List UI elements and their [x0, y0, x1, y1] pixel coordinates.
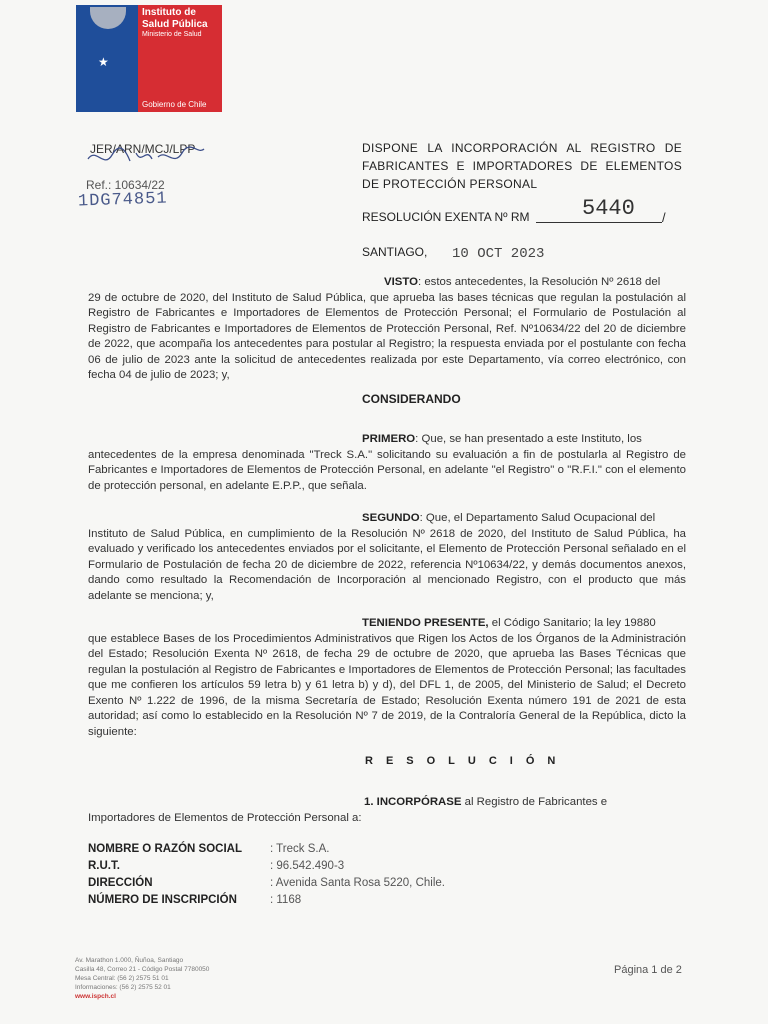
visto-paragraph — [88, 275, 686, 384]
resolution-underline — [536, 222, 662, 223]
teniendo-line1: el Código Sanitario; la ley 19880 — [488, 617, 656, 629]
row-value: : 96.542.490-3 — [270, 860, 345, 872]
resolucion-heading: RESOLUCIÓN — [365, 755, 569, 767]
segundo-line1: : Que, el Departamento Salud Ocupacional del — [419, 512, 656, 524]
teniendo-text: que establece Bases de los Procedimientos Administrativos que Rigen los Actos de los Órganos de la Administración del Estado; Resolución Exenta Nº 2618, de fecha 29 de octubre de 2020, que aprueba las Bases Técnicas que regulan la postulación al Registro de Fabricantes e Importadores de Elementos de Protección Personal; las facultades que me confieren los artículos 59 letra b) y 61 letra b) y d), del DFL 1, de 2005, del Ministerio de Salud; el Decreto Exento Nº 1.222 de 1996, de la misma Secretaría de Estado; Resolución Exenta número 191 de 2021 de esta autoridad; así como lo establecido en la Resolución Nº 7 de 2019, de la Contraloría General de la República, dicto la siguiente: — [88, 632, 686, 738]
handwritten-number: 1DG74851 — [77, 189, 168, 212]
row-value: : 1168 — [270, 894, 302, 906]
row-key: DIRECCIÓN — [88, 877, 153, 889]
considerando-heading: CONSIDERANDO — [362, 392, 461, 406]
primero-lead: PRIMERO — [362, 433, 416, 445]
footer-mailbox: Casilla 48, Correo 21 - Código Postal 7780050 — [75, 966, 210, 973]
teniendo-paragraph — [88, 616, 686, 740]
resolution-number: 5440 — [582, 196, 635, 221]
item1-line1: al Registro de Fabricantes e — [461, 796, 608, 808]
star-icon: ★ — [98, 55, 109, 69]
item1-text: Importadores de Elementos de Protección Personal a: — [88, 811, 362, 824]
row-value: : Treck S.A. — [270, 843, 330, 855]
footer-website[interactable]: www.ispch.cl — [75, 993, 116, 1000]
row-key: NÚMERO DE INSCRIPCIÓN — [88, 894, 237, 906]
resolution-label: RESOLUCIÓN EXENTA Nº RM — [362, 210, 530, 224]
table-row — [88, 877, 688, 893]
footer-phone: Mesa Central: (56 2) 2575 51 01 — [75, 975, 169, 982]
reference-number: Ref.: 10634/22 — [86, 178, 165, 192]
primero-text: antecedentes de la empresa denominada "Treck S.A." solicitando su evaluación a fin de postularla al Registro de Fabricantes e Importadores de Elementos de Protección Personal, en adelante "el Registro" o "R.F.I." con el elemento de protección personal, en adelante E.P.P., que señala. — [88, 448, 686, 492]
visto-text: 29 de octubre de 2020, del Instituto de Salud Pública, que aprueba las bases técnicas que regulan la postulación al Registro de Fabricantes e Importadores de Elementos de Protección Personal; el Formulario de Postulación al Registro de Fabricantes e Importadores de Elementos de Protección Personal, Ref. Nº10634/22 del 20 de diciembre de 2022, que acompaña los antecedentes para postular al Registro; la respuesta enviada por el postulante con fecha 06 de julio de 2023 ante la solicitud de antecedentes realizada por este Departamento, vía correo electrónico, con fecha 04 de julio de 2023; y, — [88, 291, 686, 381]
primero-paragraph — [88, 432, 686, 494]
table-row — [88, 843, 688, 859]
segundo-text: Instituto de Salud Pública, en cumplimiento de la Resolución Nº 2618 de 2020, del Instituto de Salud Pública, ha evaluado y verificado los antecedentes enviados por el solicitante, el Elemento de Protección Personal señalado en el Formulario de Postulación de fecha 20 de diciembre de 2022, referencia Nº10634/22, y demás documentos anexos, dando como resultado la Recomendación de Incorporación al mencionado Registro, con el producto que más adelante se menciona; y, — [88, 527, 686, 602]
row-key: R.U.T. — [88, 860, 120, 872]
table-row — [88, 860, 688, 876]
resolution-slash: / — [662, 210, 666, 225]
logo-line1: Instituto de — [142, 7, 196, 18]
logo-line3: Ministerio de Salud — [142, 31, 202, 38]
segundo-paragraph — [88, 511, 686, 604]
footer-contact — [75, 956, 209, 1001]
date-stamp: 10 OCT 2023 — [452, 246, 545, 262]
document-title: DISPONE LA INCORPORACIÓN AL REGISTRO DE FABRICANTES E IMPORTADORES DE ELEMENTOS DE PROTECCIÓN PERSONAL — [362, 141, 682, 191]
row-key: NOMBRE O RAZÓN SOCIAL — [88, 843, 242, 855]
logo-line2: Salud Pública — [142, 19, 208, 30]
city-label: SANTIAGO, — [362, 245, 428, 259]
footer-info-phone: Informaciones: (56 2) 2575 52 01 — [75, 984, 171, 991]
logo-bottom: Gobierno de Chile — [142, 100, 207, 109]
initials-signature — [86, 143, 206, 173]
segundo-lead: SEGUNDO — [362, 512, 420, 524]
visto-lead: VISTO — [384, 276, 418, 288]
primero-line1: : Que, se han presentado a este Instituto, los — [415, 433, 642, 445]
page-number: Página 1 de 2 — [614, 964, 682, 976]
teniendo-lead: TENIENDO PRESENTE, — [362, 617, 489, 629]
item1-lead: 1. INCORPÓRASE — [364, 796, 462, 808]
footer-address: Av. Marathon 1.000, Ñuñoa, Santiago — [75, 957, 184, 964]
item1-paragraph — [88, 795, 686, 826]
reference-code: JER/ARN/MCJ/LPP — [90, 142, 196, 156]
institute-logo — [76, 5, 222, 112]
visto-line1: : estos antecedentes, la Resolución Nº 2618 del — [417, 276, 661, 288]
table-row — [88, 894, 688, 910]
row-value: : Avenida Santa Rosa 5220, Chile. — [270, 877, 445, 889]
